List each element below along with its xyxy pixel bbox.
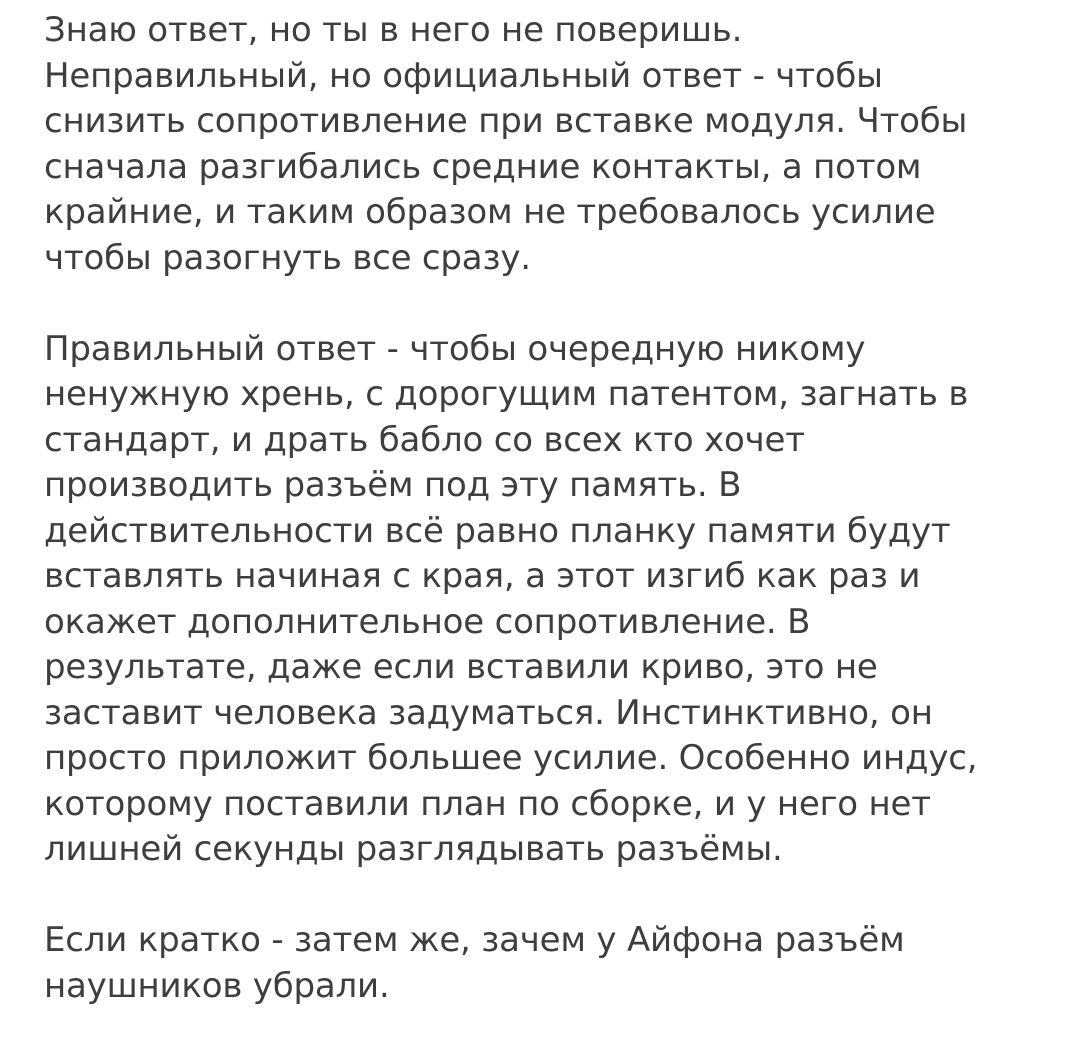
text-line: чтобы разогнуть все сразу. xyxy=(44,237,531,278)
text-line: вставлять начиная с края, а этот изгиб как раз и xyxy=(44,556,921,596)
text-line: производить разъём под эту память. В xyxy=(44,465,742,505)
paragraph-1 xyxy=(44,8,1064,281)
paragraph-3 xyxy=(44,918,1064,1009)
text-line: Если кратко - затем же, зачем у Айфона разъём xyxy=(44,920,905,960)
text-line: Неправильный, но официальный ответ - чтобы xyxy=(44,55,883,96)
text-line: ненужную хрень, с дорогущим патентом, загнать в xyxy=(44,374,969,414)
text-line: результате, даже если вставили криво, это не xyxy=(44,647,878,687)
text-line: лишней секунды разглядывать разъёмы. xyxy=(44,829,783,869)
text-line: Правильный ответ - чтобы очередную никому xyxy=(44,328,866,369)
text-line: крайние, и таким образом не требовалось усилие xyxy=(44,192,936,232)
text-line: действительности всё равно планку памяти будут xyxy=(44,510,951,551)
text-line: стандарт, и драть бабло со всех кто хочет xyxy=(44,419,805,460)
text-line: которому поставили план по сборке, и у него нет xyxy=(44,783,931,824)
paragraph-2 xyxy=(44,327,1064,873)
text-line: снизить сопротивление при вставке модуля. Чтобы xyxy=(44,101,968,141)
paragraph-gap xyxy=(44,873,1064,919)
text-line: сначала разгибались средние контакты, а потом xyxy=(44,146,922,187)
text-line: заставит человека задуматься. Инстинктивно, он xyxy=(44,692,933,733)
text-line: окажет дополнительное сопротивление. В xyxy=(44,601,811,642)
text-line: просто приложит большее усилие. Особенно индус, xyxy=(44,738,978,778)
paragraph-gap xyxy=(44,281,1064,327)
post-text xyxy=(44,8,1064,1009)
text-line: наушников убрали. xyxy=(44,965,390,1006)
text-line: Знаю ответ, но ты в него не поверишь. xyxy=(44,10,743,50)
